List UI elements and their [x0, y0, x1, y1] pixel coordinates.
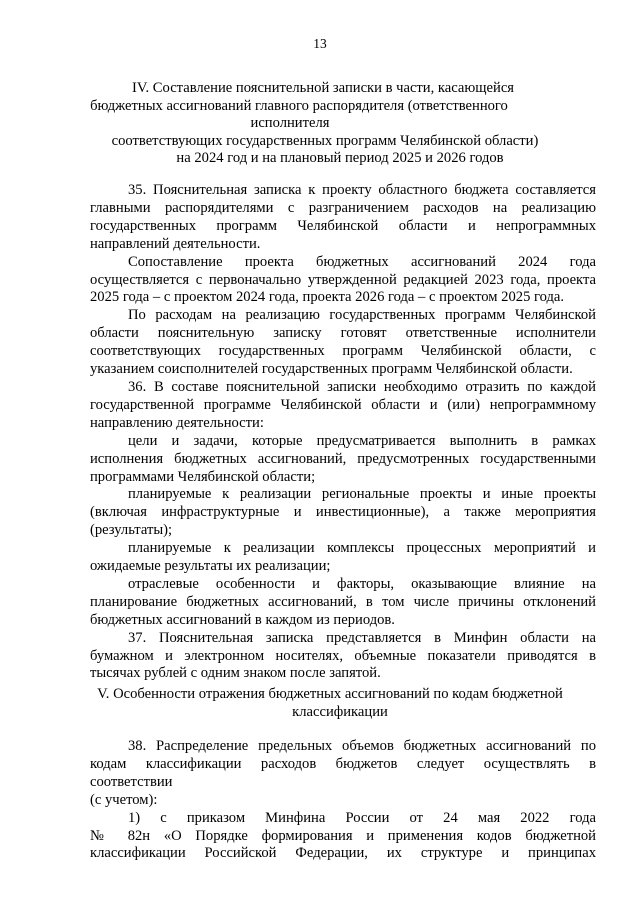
- text-line: бюджетных ассигнований в каждом из периодов.: [90, 611, 395, 628]
- heading-line: V. Особенности отражения бюджетных ассигнований по кодам бюджетной: [97, 686, 563, 702]
- text-line: тысячах рублей с одним знаком после запятой.: [90, 665, 381, 682]
- paragraph-37: [90, 630, 596, 684]
- text-line: указанием соисполнителей государственных программ Челябинской области.: [90, 361, 573, 378]
- text-line: отраслевые особенности и факторы, оказывающие влияние на: [128, 575, 596, 592]
- paragraph-order-82n: [90, 810, 596, 864]
- text-line: 1) с приказом Минфина России от 24 мая 2022 года: [128, 809, 596, 826]
- text-line: кодам классификации расходов бюджетов следует осуществлять в: [90, 755, 596, 772]
- section-5-heading: [0, 686, 640, 721]
- text-line: 37. Пояснительная записка представляется в Минфин области на: [128, 629, 596, 646]
- paragraph-comparison: [90, 254, 596, 308]
- paragraph-with-account: [90, 792, 596, 810]
- paragraph-industry-factors: [90, 576, 596, 630]
- text-line: осуществляется с первоначально утвержденной редакцией 2023 года, проекта: [90, 271, 596, 288]
- text-line: ожидаемые результаты их реализации;: [90, 558, 331, 575]
- text-line: (результаты);: [90, 522, 173, 539]
- text-line: области пояснительную записку готовят ответственные исполнители: [90, 325, 596, 342]
- heading-line: IV. Составление пояснительной записки в части, касающейся: [131, 80, 515, 96]
- text-line: государственных программ Челябинской области и непрограммных: [90, 217, 596, 234]
- text-line: планирование бюджетных ассигнований, в том числе причины отклонений: [90, 593, 596, 610]
- heading-line: классификации: [292, 703, 388, 720]
- text-line: планируемые к реализации комплексы процессных мероприятий и: [128, 540, 596, 557]
- heading-line: исполнителя: [250, 115, 330, 132]
- text-line: направлению деятельности:: [90, 414, 264, 431]
- text-line: соответствующих государственных программ Челябинской области, с: [90, 343, 596, 360]
- paragraph-regional-projects: [90, 486, 596, 540]
- paragraph-program-expenses: [90, 307, 596, 379]
- section-4-heading: [0, 80, 640, 168]
- text-line: Сопоставление проекта бюджетных ассигнований 2024 года: [128, 253, 596, 270]
- paragraph-process-complexes: [90, 540, 596, 576]
- page-number: 13: [313, 36, 327, 51]
- text-line: направлений деятельности.: [90, 235, 261, 252]
- section-5-body: [90, 738, 596, 863]
- text-line: программами Челябинской области;: [90, 468, 316, 485]
- paragraph-35: [90, 182, 596, 254]
- section-4-body: [90, 182, 596, 683]
- text-line: бумажном и электронном носителях, объемные показатели приводятся в: [90, 647, 596, 664]
- text-line: 36. В составе пояснительной записки необходимо отразить по каждой: [128, 378, 596, 395]
- text-line: главными распорядителями с разграничением расходов на реализацию: [90, 199, 596, 216]
- text-line: (включая инфраструктурные и инвестиционные), а также мероприятия: [90, 504, 596, 521]
- paragraph-38: [90, 738, 596, 792]
- text-line: планируемые к реализации региональные проекты и иные проекты: [128, 486, 596, 503]
- text-line: цели и задачи, которые предусматривается выполнить в рамках: [128, 432, 596, 449]
- text-line: (с учетом):: [90, 791, 158, 808]
- text-line: 35. Пояснительная записка к проекту областного бюджета составляется: [128, 182, 596, 198]
- text-line: 38. Распределение предельных объемов бюджетных ассигнований по: [128, 738, 596, 754]
- heading-line: соответствующих государственных программ Челябинской области): [111, 132, 539, 149]
- paragraph-goals: [90, 433, 596, 487]
- text-line: По расходам на реализацию государственных программ Челябинской: [128, 307, 596, 324]
- text-line: исполнения бюджетных ассигнований, предусмотренных государственными: [90, 450, 596, 467]
- heading-line: на 2024 год и на плановый период 2025 и 2026 годов: [176, 150, 504, 167]
- text-line: соответствии: [90, 773, 173, 790]
- paragraph-36: [90, 379, 596, 433]
- text-line: государственной программе Челябинской области и (или) непрограммному: [90, 396, 596, 413]
- text-line: 2025 года – с проектом 2024 года, проекта 2026 года – с проектом 2025 года.: [90, 289, 565, 306]
- heading-line: бюджетных ассигнований главного распорядителя (ответственного: [90, 97, 508, 114]
- text-line: классификации Российской Федерации, их структуре и принципах: [90, 845, 596, 862]
- text-line: № 82н «О Порядке формирования и применения кодов бюджетной: [90, 827, 596, 844]
